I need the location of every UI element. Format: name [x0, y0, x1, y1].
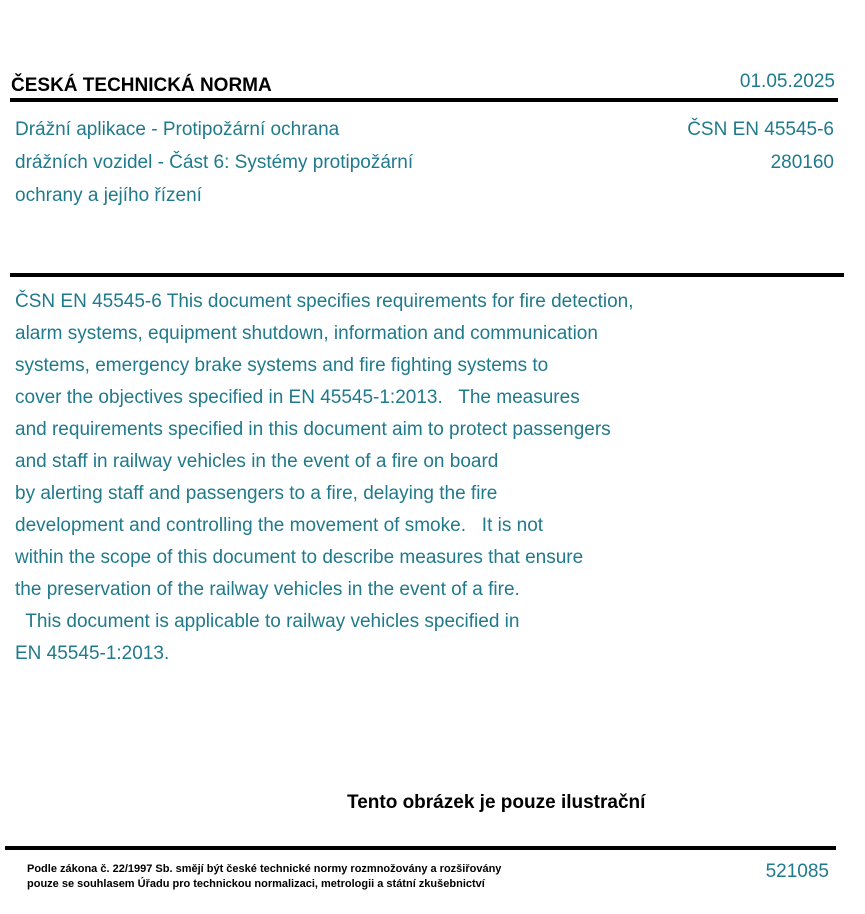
- header-divider: [10, 98, 838, 102]
- standard-identifier: [687, 113, 834, 179]
- abstract-line: cover the objectives specified in EN 45545-1:2013. The measures: [15, 387, 580, 408]
- abstract-line: systems, emergency brake systems and fire fighting systems to: [15, 355, 549, 376]
- legal-notice-line: Podle zákona č. 22/1997 Sb. smějí být české technické normy rozmnožovány a rozšiřovány: [27, 863, 502, 875]
- standard-title-line: drážních vozidel - Část 6: Systémy protipožární: [15, 152, 414, 173]
- legal-notice: [27, 862, 501, 892]
- abstract-line: ČSN EN 45545-6 This document specifies requirements for fire detection,: [15, 291, 634, 312]
- abstract-text: [15, 286, 795, 670]
- title-divider: [10, 273, 844, 277]
- abstract-line: EN 45545-1:2013.: [15, 643, 170, 664]
- legal-notice-line: pouze se souhlasem Úřadu pro technickou normalizaci, metrologii a státní zkušebnictví: [27, 878, 485, 890]
- publication-date: 01.05.2025: [739, 71, 835, 92]
- abstract-line: within the scope of this document to describe measures that ensure: [15, 547, 584, 568]
- abstract-line: by alerting staff and passengers to a fire, delaying the fire: [15, 483, 498, 504]
- abstract-line: and staff in railway vehicles in the event of a fire on board: [15, 451, 499, 472]
- abstract-line: and requirements specified in this document aim to protect passengers: [15, 419, 611, 440]
- standard-code: ČSN EN 45545-6: [687, 119, 834, 140]
- abstract-line: the preservation of the railway vehicles in the event of a fire.: [15, 579, 520, 600]
- standard-title-line: ochrany a jejího řízení: [15, 185, 202, 206]
- illustration-disclaimer: Tento obrázek je pouze ilustrační: [347, 792, 646, 813]
- abstract-line: development and controlling the movement of smoke. It is not: [15, 515, 544, 536]
- document-number: 521085: [765, 861, 829, 882]
- abstract-line: This document is applicable to railway vehicles specified in: [15, 611, 520, 632]
- abstract-line: alarm systems, equipment shutdown, information and communication: [15, 323, 598, 344]
- footer-divider: [5, 846, 836, 850]
- classification-number: 280160: [770, 152, 834, 173]
- document-header-title: ČESKÁ TECHNICKÁ NORMA: [11, 75, 272, 96]
- standard-title: [15, 113, 575, 212]
- standard-title-line: Drážní aplikace - Protipožární ochrana: [15, 119, 340, 140]
